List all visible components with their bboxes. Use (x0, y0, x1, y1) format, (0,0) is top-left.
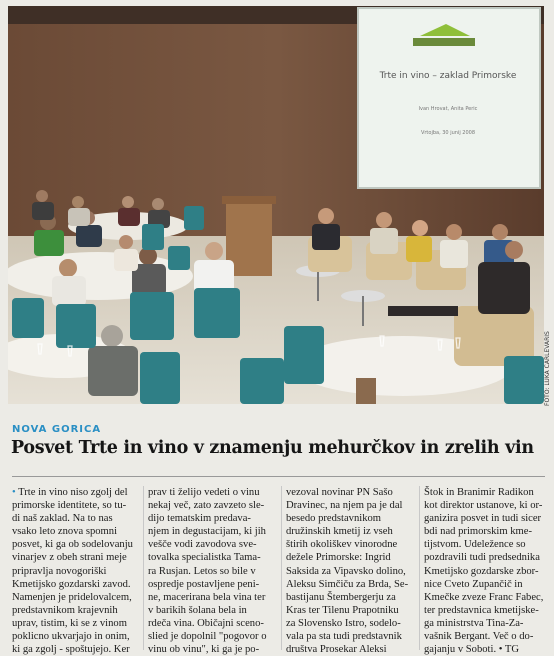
text-line: vinarjev z obeh strani meje (12, 552, 127, 564)
text-line: pripravlja novogoriški (12, 565, 107, 577)
text-line: nice Cveto Zupančič in (424, 578, 523, 590)
text-line: ter predstavnica kmetijske- (424, 604, 539, 616)
text-line: ganizira posvet in tudi sicer (424, 513, 542, 525)
text-line: gajanju v Soboti. • TG (424, 644, 520, 656)
text-line: predstavnikom krajevnih (12, 604, 118, 616)
text-line: primorske identitete, so tu- (12, 500, 127, 512)
headline-divider (12, 476, 545, 477)
text-line: vsako leto znova spomni (12, 526, 118, 538)
text-line: Namenjen je pridelovalcem, (12, 591, 132, 603)
column-divider (419, 486, 420, 650)
text-line: kot direktor ustanove, ki or- (424, 500, 543, 512)
text-line: uprav, tistim, ki se z vinom (12, 617, 127, 629)
text-line: di naš zaklad. Na to nas (12, 513, 113, 525)
text-line: Štok in Branimir Radikon (424, 487, 534, 498)
article-column-4 (424, 486, 548, 656)
text-line: prav ti želijo vedeti o vinu (148, 487, 260, 498)
text-line: bastijanu Štembergerju za (286, 591, 396, 603)
text-line: ga ministrstva Tina-Za- (424, 617, 524, 629)
text-line: bdi nad primorskim kme- (424, 526, 532, 538)
conference-photo (8, 6, 544, 404)
text-line: Kmečke zveze Franc Fabec, (424, 591, 544, 603)
text-line: družinskih kmetij iz vseh (286, 526, 393, 538)
text-line: v barikih šolana bela in (148, 604, 247, 616)
text-line: ki ga zgolj - spoštujejo. Ker (12, 644, 130, 656)
text-line: posvet, ki ga ob sodelovanju (12, 539, 133, 551)
text-line: Kmetijsko gozdarski zavod. (12, 578, 131, 590)
svg-text:Ivan Hrovat, Anita Peric: Ivan Hrovat, Anita Peric (418, 106, 478, 112)
text-line: vinu ob vinu", ki ga je po- (148, 644, 260, 656)
text-line: ne, macerirana bela vina ter (148, 591, 266, 603)
article-column-2 (148, 486, 276, 656)
text-line: dijo tematskim predava- (148, 513, 251, 525)
text-line: • Trte in vino niso zgolj del (12, 487, 128, 498)
text-line: slied je dopolnil "pogovor o (148, 631, 267, 643)
text-line: rdeča vina. Običajni sceno- (148, 617, 264, 629)
text-line: vezoval novinar PN Sašo (286, 487, 393, 498)
text-line: tijstvom. Udeležence so (424, 539, 526, 551)
text-line: vešče vodi zavodova sve- (148, 539, 257, 551)
text-line: nekaj več, zato zavzeto sle- (148, 500, 265, 512)
bullet-icon: • (12, 487, 19, 498)
svg-text:Vrtojba, 30 junij 2008: Vrtojba, 30 junij 2008 (420, 130, 476, 136)
text-line: vala pa sta tudi predstavnik (286, 631, 402, 643)
text-line: Kras ter Tilenu Prapotniku (286, 604, 399, 616)
column-divider (281, 486, 282, 650)
text-line: ospredje postavljene peni- (148, 578, 260, 590)
text-line: besedo predstavnikom (286, 513, 382, 525)
text-line: Kmetijsko gozdarske zbor- (424, 565, 539, 577)
text-line: tovalka specialistka Tama- (148, 552, 261, 564)
text-line: dežele Primorske: Ingrid (286, 552, 391, 564)
text-line: poklicno ukvarjajo in onim, (12, 631, 130, 643)
text-line: ra Rusjan. Letos so bile v (148, 565, 256, 577)
text-line: društva Prosekar Aleksi (286, 644, 387, 656)
text-line: njem in degustacijam, ki jih (148, 526, 266, 538)
svg-text:Trte in vino – zaklad Primorsk: Trte in vino – zaklad Primorske (379, 71, 517, 81)
photo-credit: FOTO: LUKA CARLEVARIS (544, 331, 551, 406)
text-line: pozdravili tudi predsednika (424, 552, 540, 564)
article-headline: Posvet Trte in vino v znamenju mehurčkov in zrelih vin (11, 438, 534, 458)
column-divider (143, 486, 144, 650)
text-line: štirih okoliškev vinorodne (286, 539, 398, 551)
article-column-3 (286, 486, 414, 656)
text-line: vašnik Bergant. Več o do- (424, 631, 534, 643)
text-line: Aleksu Simčiču za Brda, Se- (286, 578, 409, 590)
projection-screen (358, 8, 540, 188)
article-column-1 (12, 486, 138, 656)
text-line: Saksida za Vipavsko dolino, (286, 565, 406, 577)
text-line: za Slovensko Istro, sodelo- (286, 617, 401, 629)
section-label: NOVA GORICA (12, 424, 102, 435)
text-line: Dravinec, na njem pa je dal (286, 500, 403, 512)
